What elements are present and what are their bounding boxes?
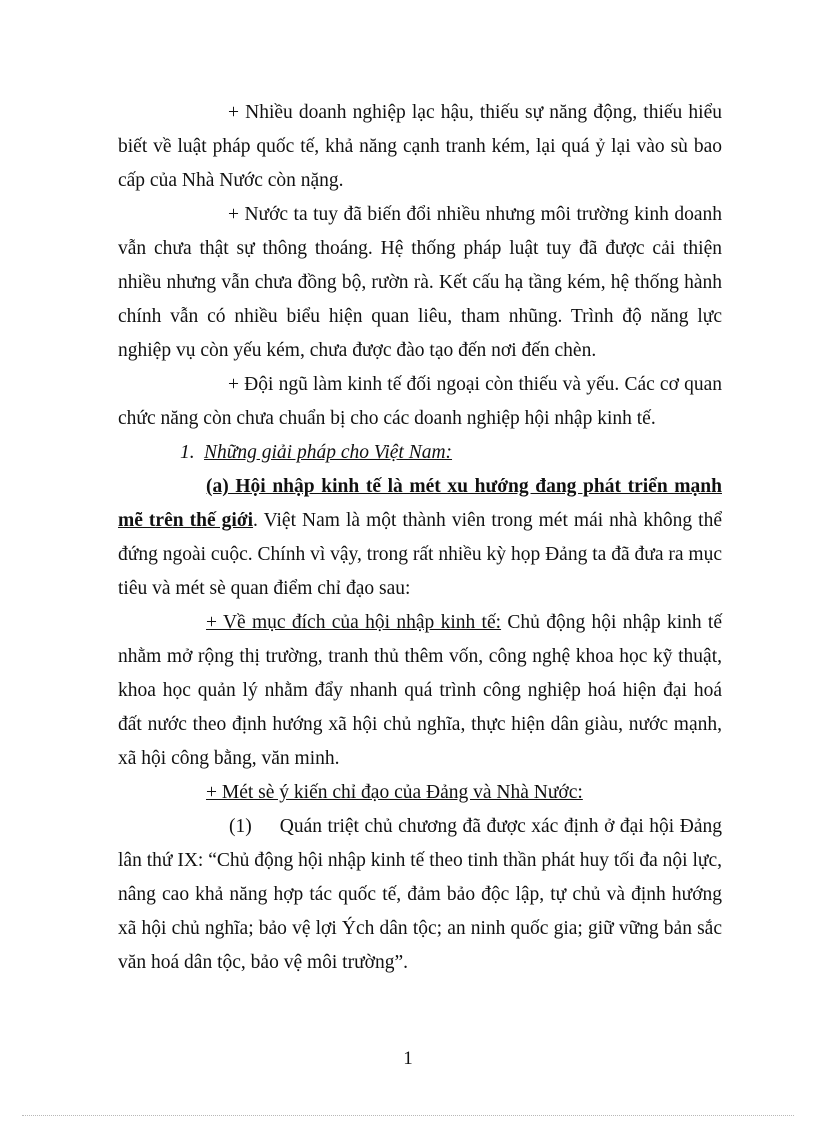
section-title: Những giải pháp cho Việt Nam:	[204, 442, 453, 463]
paragraph-item-1	[118, 810, 722, 980]
item-1-number: (1)	[229, 816, 252, 837]
opinions-heading-text: + Mét sè ý kiến chỉ đạo của Đảng và Nhà Nước:	[206, 782, 583, 803]
integration-purpose-text: Chủ động hội nhập kinh tế nhằm mở rộng thị trường, tranh thủ thêm vốn, công nghệ khoa học kỹ thuật, khoa học quản lý nhằm đẩy nhanh quá trình công nghiệp hoá hiện đại hoá đất nước theo định hướng xã hội chủ nghĩa, thực hiện dân giàu, nước mạnh, xã hội công bằng, văn minh.	[118, 612, 722, 769]
page-bottom-divider	[22, 1115, 794, 1116]
section-number: 1.	[180, 442, 195, 463]
section-heading	[118, 436, 722, 470]
page-number: 1	[403, 1048, 413, 1069]
paragraph-integration-purpose	[118, 606, 722, 776]
opinions-heading	[118, 776, 722, 810]
paragraph-enterprises-weakness: + Nhiều doanh nghiệp lạc hậu, thiếu sự năng động, thiếu hiểu biết về luật pháp quốc tế, khả năng cạnh tranh kém, lại quá ỷ lại vào sù bao cấp của Nhà Nước còn nặng.	[118, 102, 722, 191]
integration-purpose-label: + Về mục đích của hội nhập kinh tế:	[206, 612, 502, 633]
integration-trend-text: . Việt Nam là một thành viên trong mét mái nhà không thể đứng ngoài cuộc. Chính vì vậy, trong rất nhiều kỳ họp Đảng ta đã đưa ra mục tiêu và mét sè quan điểm chỉ đạo sau:	[118, 510, 722, 599]
integration-trend-lead: (a) Hội nhập kinh tế là mét xu hướng đang phát triển mạnh mẽ trên thế giới	[118, 476, 722, 531]
paragraph-integration-trend	[118, 470, 722, 606]
paragraph-foreign-economic-staff: + Đội ngũ làm kinh tế đối ngoại còn thiếu và yếu. Các cơ quan chức năng còn chưa chuẩn bị cho các doanh nghiệp hội nhập kinh tế.	[118, 374, 722, 429]
paragraph-business-environment: + Nước ta tuy đã biến đổi nhiều nhưng môi trường kinh doanh vẫn chưa thật sự thông thoáng. Hệ thống pháp luật tuy đã được cải thiện nhiều nhưng vẫn chưa đồng bộ, rườn rà. Kết cấu hạ tầng kém, hệ thống hành chính vẫn có nhiều biểu hiện quan liêu, tham nhũng. Trình độ năng lực nghiệp vụ còn yếu kém, chưa được đào tạo đến nơi đến chèn.	[118, 204, 722, 361]
body-text	[118, 96, 722, 980]
item-1-text: Quán triệt chủ chương đã được xác định ở đại hội Đảng lân thứ IX: “Chủ động hội nhập kinh tế theo tinh thần phát huy tối đa nội lực, nâng cao khả năng hợp tác quốc tế, đảm bảo độc lập, tự chủ và định hướng xã hội chủ nghĩa; bảo vệ lợi Ých dân tộc; an ninh quốc gia; giữ vững bản sắc văn hoá dân tộc, bảo vệ môi trường”.	[118, 816, 722, 973]
